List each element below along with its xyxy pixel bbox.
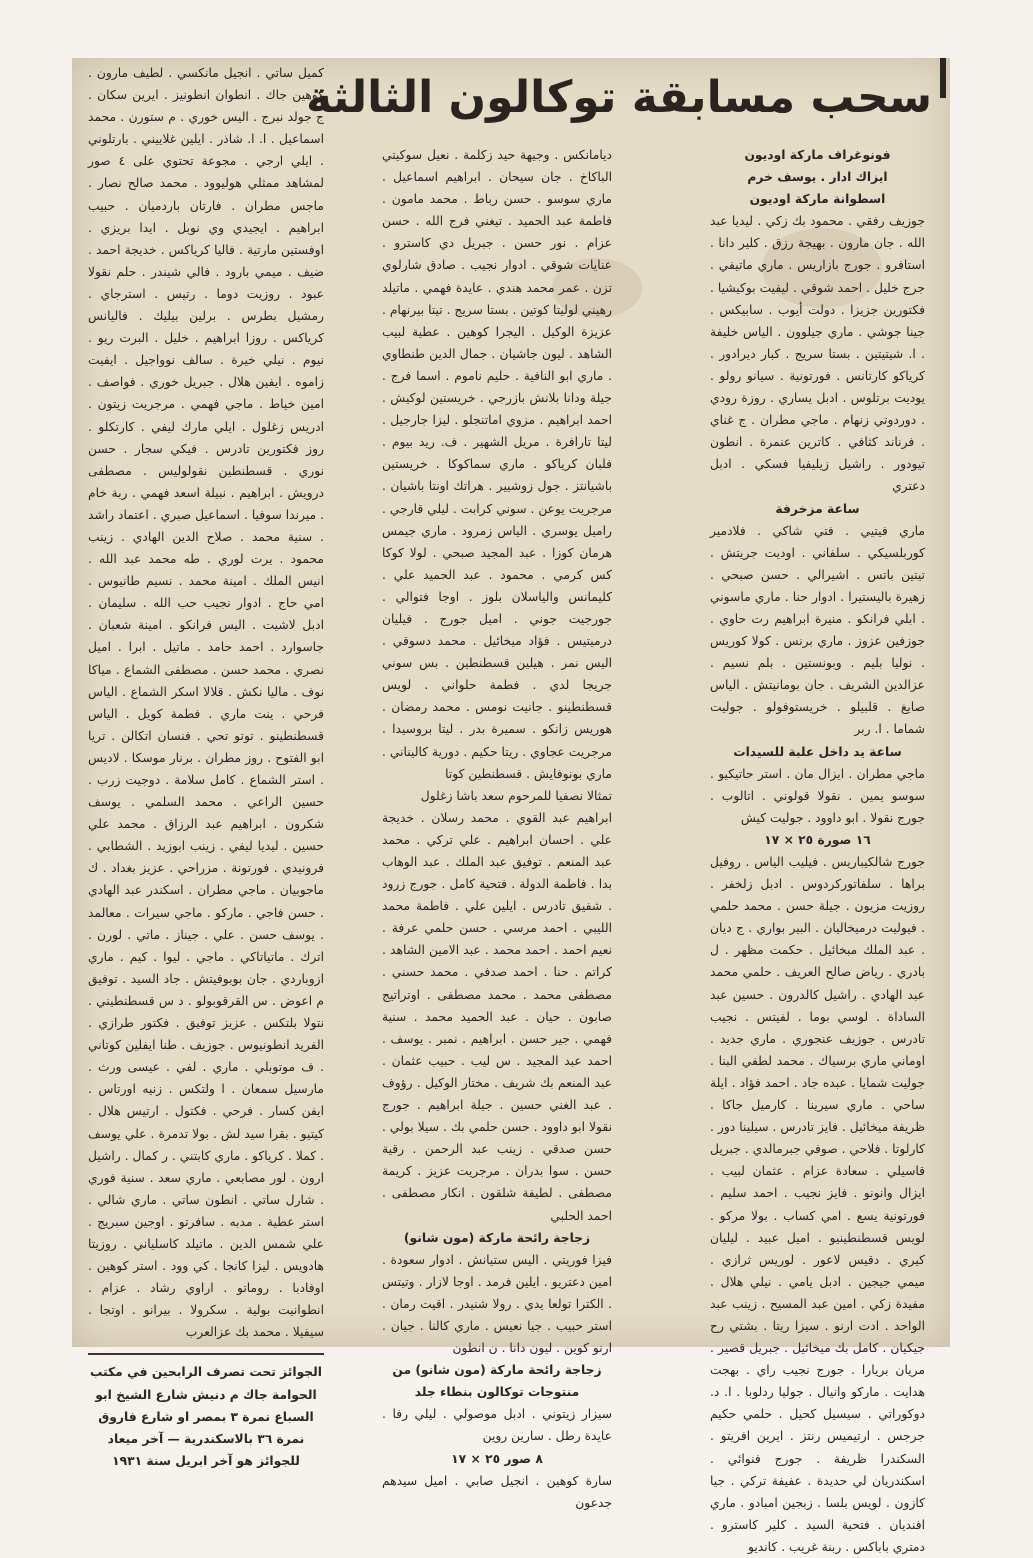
newspaper-clipping	[72, 58, 950, 1554]
winner-names: كميل ساتي . انجيل مانكسي . لطيف مارون . كوهين جاك . انطوان انطونيز . ايرين سكان . ج جولد نبرج . اليس خوري . م ستورن . محمد اسماعيل . ا. ا. شاذر . ايلين غلاييني . بارتلوني . ايلي ارجي . مجوعة تحتوي على ٤ صور لمشاهد ممثلي هوليوود . محمد صالح نصار . ماجس مطران . فارتان باردميان . حبيب ابراهيم . ايجيدي وي نوبل . ايدا بريزي . اوفستين مارتية . فاليا كرياكس . خديجة احمد . ضيف . ميمي بارود . فالي شيندر . حلم نقولا عبود . روزيت دوما . رتيس . استرجاي . رمشيل بطرس . برلين بيليك . فاليانس كرياكس . روزا ابراهيم . خليل . البرت ريو . نيوم . نيلي خيرة . سالف نوواجيل . ايفيت زاموه . ايفين هلال . جبريل خوري . فواصف . امين خياط . ماجي فهمي . مرجريت زيتون . ادريس زغلول . ايلي مارك ليفي . كارتكلو . روز فكتورين تادرس . فيكي سجار . حسن نوري . قسطنطين نقولوليس . مصطفى درويش . ابراهيم . نبيلة اسعد فهمي . ربة خام . ميرندا سوفيا . اسماعيل صبري . اعتماد راشد . سنية محمد . صلاح الدين الهادي . زينب محمود . يرت لوري . طه محمد عبد الله . انيس الملك . امينة محمد . نسيم طانيوس . امي حاج . ادوار نجيب حب الله . سليمان . ادبل لاشيت . اليس فرانكو . امينة شعبان . جاسوارد . احمد حامد . ماتيل . ابرا . اميل نصري . محمد حسن . مصطفى الشماع . مياكا نوف . ماليا نكش . قلالا اسكر الشماع . الياس فرحي . ينت ماري . فطمة كويل . الياس قسطنطينو . توتو تحي . فنسان اتكالن . تريا ابو الفتوح . روز مطران . برنار موسكا . لاديس . استر الشماع . كامل سلامة . دوجيت زرب . حسين الراعي . محمد السلمي . يوسف شكرون . ابراهيم عبد الرزاق . محمد علي حسين . ليديا ليفي . زينب ابوزيد . الشطابي . فرونيدي . فورتونة . مزراحي . عزيز بغداد . ك ماجوبيان . ماجي مطران . اسكندر عبد الهادي . حسن فاجي . ماركو . ماجي سيرات . معالمد . يوسف حسن . علي . جيناز . ماتي . لورن . اترك . ماتياتاكي . ماجي . ليوا . كيم . ماري ازوباردي . جان بوبوفيتش . جاد السيد . توفيق م اعوض . س القرقوبولو . د س قسطنطيني . نتولا بلتكس . عزيز توفيق . فكتور طرازي . الفريد انطونيوس . جوزيف . طنا ايفلين كوتاني . ف موتوبلي . ماري . لفي . عيسى ورث . مارسيل سمعان . ا ولتكس . زنيه اورتاس . ايفن كسار . فرحي . فكتول . ارتيس هلال . كيتيو . بقرا سيد لش . بولا تدمرة . علي يوسف . كملا . كرياكو . ماري كابتني . ر كمال . راشيل ارون . لور مصابعي . ماري سعد . سنية فوري . شارل ساتي . انطون ساتي . ماري شالي . استر عطية . مدبه . سافرتو . اوجين سبريج . علي شمس الدين . ماتيلد كاسلياني . روزيتا هادويس . ليزا كانجا . كي وود . استر كوهين . اوفادبا . روماتو . اراوي رشاد . عزام . انطوانيت بولية . سكرولا . بيرانو . اوتجا . سيفيلا . محمد بك عزالعرب	[88, 66, 324, 1340]
winner-names: سارة كوهين . انجيل صابي . اميل سيدهم جدعون	[382, 1473, 612, 1510]
left-column	[88, 62, 324, 1468]
clipping-edge-mark	[940, 58, 946, 98]
prize-heading: ١٦ صورة ٢٥ × ١٧	[764, 832, 871, 847]
prize-heading: ايزاك ادار . يوسف خرم	[747, 170, 888, 185]
winner-names: ماري فيتيي . فتي شاكي . فلادمير كوربلسيكي . سلفاني . اوديت جريتش . تيتين باتس . اشيرالي . حسن صبحي . زهيرة باليستيرا . ادوار حنا . ماري ماسوني . ابلي فرانكو . منيرة ابراهيم رت حاوي . جوزفين عزوز . ماري برنس . كولا كوريس . نوليا بليم . وبونستين . بلم نسيم . عزالدين الشريف . جان بومانيتش . الياس صايغ . قلبيلو . خريستوفولو . جوليت شماما . ا. ربر	[710, 523, 925, 737]
winner-names: سيزار زيتوني . ادبل موصولي . ليلي رفا . عايدة رطل . سارين روين	[382, 1407, 612, 1444]
winner-names: جوزيف رفقي . محمود بك زكي . ليديا عبد الله . جان مارون . بهيجة رزق . كلير دانا . استافرو . جورج بازاريس . ماري ماتيفي . جرج خليل . احمد شوقي . ليفيت بوكيشيا . فكتورين جزيزا . دولت أيوب . سابيكس . جينا جوشي . ماري جيلوون . الياس خليفة . ا. شيتيتين . بستا سريج . كبار ديرادور . كرياكو كارتانس . فورتونية . سيانو رولو . يوديت برتلوس . ادبل يساري . روزة رودي . دوردوتي زنهام . ماجي مطران . ج غناي . فرناند كثافي . كاترين عنمرة . انطون تيودور . راشيل زيليفيا فسكي . ادبل دعتري	[710, 214, 925, 494]
winner-names: فيزا فوريتي . اليس ستيانش . ادوار سعودة . امين دعتريو . ايلين فرمد . اوجا لازار . وتيتس . الكترا تولعا يدي . رولا شنيدر . اقيت رمان . استر حبيب . جيا نعيس . ماري كالنا . جيان . ارنو كوين . ليون دانا . ن انطون	[382, 1252, 612, 1356]
winner-names: تمثالا نصفيا للمرحوم سعد باشا زغلول	[420, 788, 612, 803]
prize-heading: فونوغراف ماركة اوديون	[744, 148, 891, 162]
prize-heading: ساعة مزخرفة	[775, 501, 860, 516]
prize-heading: ساعة يد داخل علبة للسيدات	[733, 744, 902, 759]
winner-names: جورج شالكيباريس . فيليب الياس . روفيل براها . سلفاتوركردوس . ادبل زلخفر . روزيت مزيون . جيلة حسن . محمد حلمي . فيوليت درميخاليان . البير بواري . ج ديان . عبد الملك مبخائيل . حكمت مظهر . ل بادري . رياض صالح العريف . حلمي محمد عبد الهادي . راشيل كالدرون . حسين عبد الساداة . لوسي بوما . لفيتس . نجيب تادرس . جوزيف عنجوري . ماري جديد . اوماني ماري برسياك . محمد لطفي البنا . جوليت شمايا . عبده جاد . احمد فؤاد . ايلة ساحي . ماري سيرينا . كارميل جاكا . ظريفة ميخائيل . فايز تادرس . سيلينا دور . كارلوتا . فلاحي . صوفي جبرمالدي . جبريل قاسيلي . سعادة عزام . عثمان لبيب . ايزال وانونو . فايز نجيب . احمد سليم . فورتونية يسع . امي كساب . بولا مركو . لويس قسطنطينيو . اميل عبيد . ليليان كيري . دقيس لاعور . لوريس ثرازي . ميمي جيجين . ادبل يامي . نيلي هلال . مفيدة زكي . امين عبد المسيح . زينب عبد الواحد . ادت ارنو . سيزا ريتا . بشتي رح جيكيان . كامل بك ميخائيل . جبريل قصير . مريان بريارا . جورج نجيب راي . بهجت هدايت . ماركو وانيال . جوليا ردلوبا . ا. د. دوكوراتي . سيسيل كحيل . حلمي حكيم جرجس . ارتيميس رنتز . ايرين افريتو . السكندرا ظريفة . جورج فنوائي . اسكندريان لي حديدة . عفيفة تركي . جيا كازون . لويس بلسا . زبجين امبادو . ماري افنديان . فتحية السيد . كلير كاسترو . دمتري باباكس . ربنة غريب . كانديو	[710, 855, 925, 1554]
headline: سحب مسابقة توكالون الثالثة	[305, 72, 932, 123]
prize-heading: ٨ صور ٢٥ × ١٧	[451, 1451, 543, 1466]
middle-column	[382, 144, 612, 1510]
winner-names: ديامانكس . وجيهة حيد زكلمة . نعيل سوكيتي الباكاخ . جان سيحان . ابراهيم اسماعيل . ماري سوسو . حسن رباط . محمد مامون . فاطمة عبد الحميد . تيغني فرج الله . حسن عزام . نور حسن . جبريل دي كاسترو . عنايات شوقي . ادوار نجيب . صادق شارلوي تزن . عمر محمد هندي . عايدة فهمي . ماتيلد رهيني لوليتا كوتين . بستا سريج . تيتا بيرنهام . عزيزة الوكيل . اليجرا كوهين . عطية لبيب الشاهد . ليون جاشيان . جمال الدين طنطاوي . ماري ابو النافية . حليم ناموم . اسما فرج . جيلة ودانا بلانش بازرجي . خريستين لوكيش . احمد ابراهيم . مزوي اماتنجلو . ليزا جارجيل . ليتا تارافرة . مريل الشهير . ف. ريد بيوم . فلبان كرياكو . ماري سماكوكا . خريستين باشيانتز . جول زوشيير . هراتك اونتا باشيان . مرجريت يوعن . سوني كرابت . ليلي قارجي . راميل يوسري . الياس زمرود . ماري جيمس هرمان كوزا . عبد المجيد صبحي . لولا كوكا كس كرمي . محمود . عبد الحميد علي . كليمانس والياسلان بلوز . اوجا فتوالي . جورجيت جوني . اميل جورج . فيليان درميتيس . فؤاد ميخائيل . محمد دسوقي . اليس نمر . هيلين قسطنطين . بس سوني جريجا لدي . فطمة حلواني . لويس قسطنطينو . جانيت نومس . محمد رمضان . هوريس زانكو . سميرة بدر . ليتا بروسيدا . مرجريت عجاوي . ريتا حكيم . دورية كاليناني . ماري بونوفايش . قسطنطين كوتا	[382, 148, 612, 781]
right-column	[710, 144, 925, 1554]
winner-names: ابراهيم عبد القوي . محمد رسلان . خديجة علي . احسان ابراهيم . علي تركي . محمد عبد المنعم . توفيق عبد الملك . عبد الوهاب بدا . فاطمة الدولة . فتحية كامل . جورج زرود . شفيق تادرس . ايلين علي . فاطمة محمد الليبي . احمد مرسي . حسن حلمي عرفة . نعيم احمد . احمد محمد . عبد الامين الشاهد . كراتم . حنا . احمد صدفي . محمد حسني . مصطفى محمد . محمد مصطفى . اوتراتيج صابون . حيان . عبد الحميد محمد . سنية فهمي . جير حسن . ابراهيم . نمبر . يوسف . احمد عبد المجيد . س ليب . حبيب عثمان . عبد المنعم بك شريف . مختار الوكيل . رؤوف . عبد الغني حسين . جيلة ابراهيم . جورج نقولا ابو داوود . حسن حلمي بك . سيلا بولي . حسن صدقي . زينب عبد الرحمن . رقية حسن . سوا بدران . مرجريت عزيز . كريمة مصطفى . لطيفة شلقون . انكار مصطفى . احمد الحلبي	[382, 810, 612, 1223]
prize-heading: اسطوانة ماركة اوديون	[749, 192, 886, 207]
prize-notice: الجوائز تحت تصرف الرابحين في مكتب الحوامة جاك م دنيش شارع الشيخ ابو السباع نمرة ٣ بمصر او شارع فاروق نمرة ٣٦ بالاسكندرية — آخر ميعاد للجوائز هو آخر ابريل سنة ١٩٣١	[88, 1353, 324, 1471]
prize-heading: زجاجة رائحة ماركة (مون شانو)	[403, 1230, 591, 1245]
winner-names: ماجي مطران . ايزال مان . استر حاتيكيو . سوسو يمين . نقولا قولوني . اتالوب . جورج نقولا . ابو داوود . جوليت كيش	[710, 766, 925, 825]
prize-heading: زجاجة رائحة ماركة (مون شانو) من منتوجات توكالون بنطاء جلد	[392, 1363, 602, 1400]
